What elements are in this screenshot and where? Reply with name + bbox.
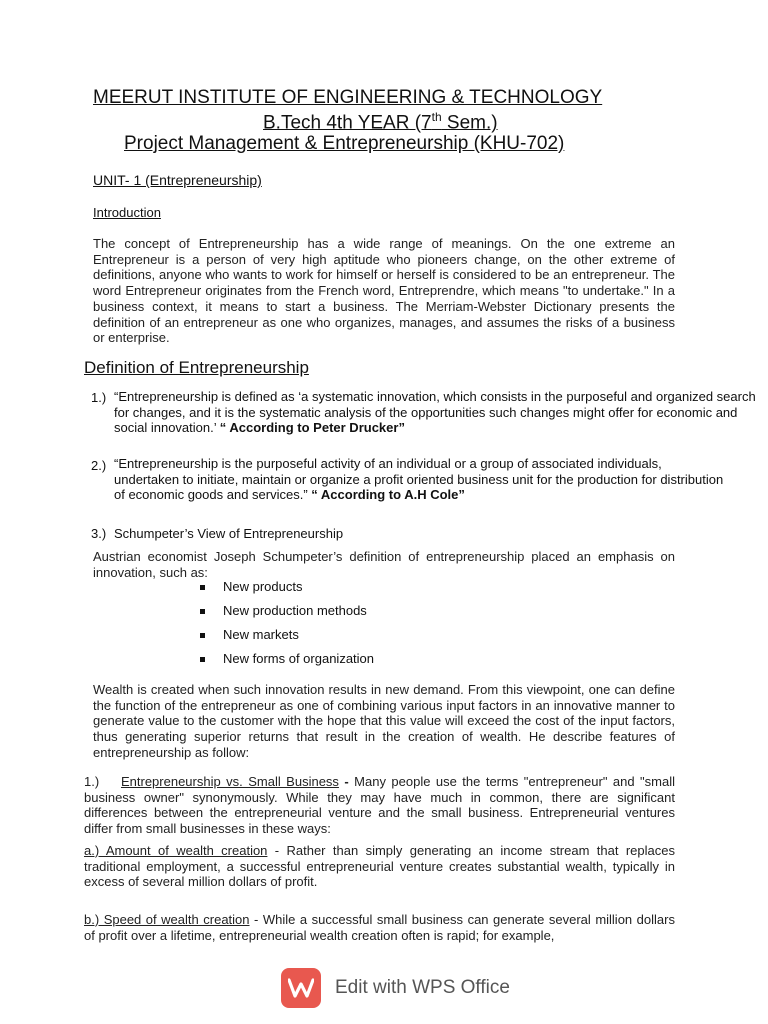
intro-heading: Introduction — [93, 205, 161, 220]
bullet-square-icon — [200, 609, 205, 614]
feature-a-title: a.) Amount of wealth creation — [84, 843, 268, 858]
feature-b-text: - While a successful small business can generate several million dollars of profit over a lifetime, entrepreneurial wealth creation often is rapid; for example, — [84, 912, 675, 943]
feature-b-title: b.) Speed of wealth creation — [84, 912, 250, 927]
definition-heading: Definition of Entrepreneurship — [84, 358, 309, 377]
definition-1-text: “Entrepreneurship is defined as ‘a systematic innovation, which consists in the purposeful and organized search for changes, and it is the systematic analysis of the opportunities such changes might offer for economic and social innovation.’ — [114, 389, 756, 435]
feature-dash: - — [338, 774, 355, 789]
year-superscript: th — [431, 110, 442, 124]
feature-text: Many people use the terms "entrepreneur" and "small business owner" synonymously. While they may have much in common, there are significant differences between the entrepreneurial venture and the small business. Entrepreneurial ventures differ from small businesses in these ways: — [84, 774, 675, 837]
definition-2-number: 2.) — [91, 458, 107, 473]
wealth-paragraph: Wealth is created when such innovation results in new demand. From this viewpoint, one can define the function of the entrepreneur as one of combining various input factors in an innovative manner to generate value to the customer with the hope that this value will exceed the cost of the input factors, thus generating superior returns that result in the creation of wealth. He describe features of entrepreneurship as follow: — [93, 682, 675, 760]
list-item: New products — [200, 579, 374, 603]
list-item: New production methods — [200, 603, 374, 627]
bullet-square-icon — [200, 633, 205, 638]
year-prefix: B.Tech 4th YEAR (7 — [263, 112, 432, 134]
unit-heading: UNIT- 1 (Entrepreneurship) — [93, 172, 262, 188]
feature-a — [84, 843, 675, 890]
wps-banner[interactable] — [281, 968, 510, 1008]
definition-2-text: “Entrepreneurship is the purposeful activity of an individual or a group of associated individuals, undertaken to initiate, maintain or organize a profit oriented business unit for the production for distribution of economic goods and services.” — [114, 456, 724, 502]
definition-2 — [114, 456, 724, 503]
innovation-list — [200, 579, 374, 675]
definition-1 — [114, 389, 768, 436]
wps-label[interactable]: Edit with WPS Office — [335, 977, 510, 998]
course-title: Project Management & Entrepreneurship (KHU-702) — [124, 133, 565, 154]
list-item: New markets — [200, 627, 374, 651]
bullet-square-icon — [200, 585, 205, 590]
year-title — [263, 110, 498, 134]
feature-number: 1.) — [84, 774, 100, 789]
feature-b — [84, 912, 675, 943]
institute-title: MEERUT INSTITUTE OF ENGINEERING & TECHNOLOGY — [93, 87, 603, 108]
year-suffix: Sem.) — [441, 112, 498, 134]
wps-logo-icon[interactable] — [281, 968, 321, 1008]
feature-a-text: - Rather than simply generating an income stream that replaces traditional employment, a successful entrepreneurial venture creates substantial wealth, typically in excess of several million dollars of profit. — [84, 843, 675, 890]
bullet-square-icon — [200, 657, 205, 662]
schumpeter-heading: Schumpeter’s View of Entrepreneurship — [114, 526, 344, 541]
intro-paragraph: The concept of Entrepreneurship has a wide range of meanings. On the one extreme an Entrepreneur is a person of very high aptitude who pioneers change, on the other extreme of definitions, anyone who wants to work for himself or herself is considered to be an entrepreneur. The word Entrepreneur originates from the French word, Entreprendre, which means "to undertake." In a business context, it means to start a business. The Merriam-Webster Dictionary presents the definition of an entrepreneur as one who organizes, manages, and assumes the risks of a business or enterprise. — [93, 236, 675, 346]
schumpeter-intro: Austrian economist Joseph Schumpeter’s definition of entrepreneurship placed an emphasis on innovation, such as: — [93, 549, 675, 580]
definition-1-source: “ According to Peter Drucker” — [219, 420, 405, 435]
definition-2-source: “ According to A.H Cole” — [311, 487, 465, 502]
feature-small-business — [84, 774, 675, 837]
list-item: New forms of organization — [200, 651, 374, 675]
schumpeter-number: 3.) — [91, 526, 107, 541]
definition-1-number: 1.) — [91, 390, 107, 405]
feature-title: Entrepreneurship vs. Small Business — [120, 774, 339, 789]
